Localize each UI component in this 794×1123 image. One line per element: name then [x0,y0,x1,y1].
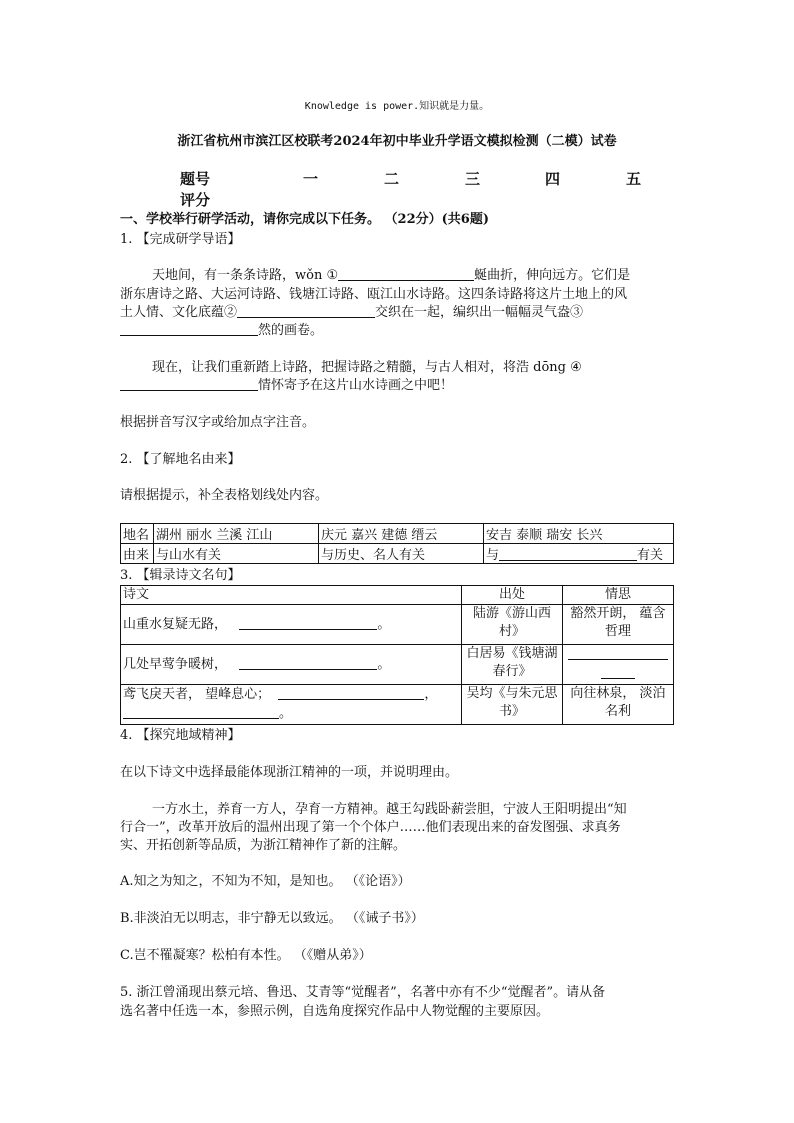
answer-blank-4[interactable] [120,376,258,391]
q3-title: 3. 【辑录诗文名句】 [120,568,241,583]
poem-line: 山重水复疑无路， [123,617,228,632]
cell-text-with: 与 [486,548,500,563]
answer-blank-2[interactable] [237,303,375,318]
q1-para1-line2: 浙东唐诗之路、大运河诗路、钱塘江诗路、瓯江山水诗路。这四条诗路将这片土地上的风 [120,287,628,302]
table-cell [563,645,674,685]
q2-title: 2. 【了解地名由来】 [120,452,241,467]
page-title: 浙江省杭州市滨江区校联考2024年初中毕业升学语文模拟检测（二模）试卷 [177,134,617,149]
table-row [121,605,674,645]
header-note: Knowledge is power.知识就是力量。 [304,101,490,112]
table-row [121,524,674,544]
poem-line: 几处早莺争暖树， [123,657,228,672]
q1-para2-line1: 现在，让我们重新踏上诗路，把握诗路之精髓，与古人相对，将浩 dōng ④ [152,360,582,375]
q5-line2: 选名著中任选一本，参照示例，自选角度探究作品中人物觉醒的主要原因。 [120,1004,550,1019]
table-cell: 向往林泉， 淡泊名利 [563,685,674,725]
place-name-table [120,523,674,564]
table-cell: 湖州 丽水 兰溪 江山 [154,524,319,544]
answer-blank-3[interactable] [120,321,258,336]
q4-para-line3: 实、开拓创新等品质，为浙江精神作了新的注解。 [120,838,407,853]
table-cell: 由来 [121,544,154,564]
answer-blank-7[interactable] [239,655,377,670]
section-heading: 一、学校举行研学活动，请你完成以下任务。 （22分）(共6题) [120,212,489,227]
q4-para-line2: 行合一”，改革开放后的温州出现了第一个个体户……他们表现出来的奋发图强、求真务 [120,820,621,835]
q4-title: 4. 【探究地域精神】 [120,728,241,743]
label-pingfen: 评分 [180,191,211,209]
q1-text-d: 交织在一起，编织出一幅幅灵气盎③ [375,305,584,320]
table-cell: 安吉 泰顺 瑞安 长兴 [484,524,674,544]
score-col-1: 一 [303,170,319,188]
punct: 。 [279,706,293,721]
option-a[interactable]: A.知之为知之，不知为不知，是知也。 （《论语》） [120,874,411,889]
score-col-3: 三 [465,170,481,188]
q1-para2-line2 [120,376,453,395]
table-cell: 鸢飞戾天者， 望峰息心； ， 。 [121,685,462,725]
table-cell: 吴均《与朱元思书》 [462,685,563,725]
table-cell: 地名 [121,524,154,544]
table-row [121,645,674,685]
answer-blank-5[interactable] [499,546,637,561]
q4-para-line1: 一方水土，养育一方人，孕育一方精神。越王勾践卧薪尝胆，宁波人王阳明提出“知 [152,802,627,817]
table-row [121,586,674,605]
cell-text-related: 有关 [637,548,664,563]
table-cell: 豁然开朗， 蕴含哲理 [563,605,674,645]
table-header: 诗文 [121,586,462,605]
q1-text-f: 情怀寄予在这片山水诗画之中吧！ [258,378,454,393]
table-cell: 陆游《游山西村》 [462,605,563,645]
answer-blank-8[interactable] [568,645,668,660]
poem-line: 鸢飞戾天者， 望峰息心； [123,687,271,702]
q1-text-b: 蜒曲折，伸向远方。它们是 [474,268,631,283]
q1-text-e: 然的画卷。 [258,323,324,338]
q1-para1-line4 [120,321,323,340]
table-header: 情思 [563,586,674,605]
q4-instruction: 在以下诗文中选择最能体现浙江精神的一项，并说明理由。 [120,765,459,780]
q1-para1-line1 [152,266,630,285]
table-cell: 与山水有关 [154,544,319,564]
answer-blank-8b[interactable] [601,664,635,679]
table-cell [484,544,674,564]
q5-line1: 5. 浙江曾涌现出蔡元培、鲁迅、艾青等“觉醒者”，名著中亦有不少“觉醒者”。请从备 [120,985,606,1000]
answer-blank-1[interactable] [338,266,474,281]
q1-para1-line3 [120,303,583,322]
label-tihao: 题号 [180,170,211,188]
option-b[interactable]: B.非淡泊无以明志，非宁静无以致远。 （《诫子书》） [120,911,424,926]
table-cell [121,645,462,685]
table-cell: 与历史、名人有关 [319,544,484,564]
score-col-4: 四 [545,170,561,188]
q1-instruction: 根据拼音写汉字或给加点字注音。 [120,415,316,430]
poem-table [120,585,674,725]
punct: 。 [377,657,391,672]
table-cell [121,605,462,645]
q1-title: 1. 【完成研学导语】 [120,232,241,247]
answer-blank-10[interactable] [123,704,279,719]
q2-instruction: 请根据提示，补全表格划线处内容。 [120,488,329,503]
q1-text-a: 天地间，有一条条诗路，wǒn ① [152,268,339,283]
q1-text-c: 土人情、文化底蕴② [120,305,238,320]
table-cell: 白居易《钱塘湖春行》 [462,645,563,685]
score-col-2: 二 [384,170,400,188]
punct: 。 [377,617,391,632]
table-cell: 庆元 嘉兴 建德 缙云 [319,524,484,544]
answer-blank-6[interactable] [239,615,377,630]
table-row [121,544,674,564]
answer-blank-9[interactable] [278,685,424,700]
option-c[interactable]: C.岂不罹凝寒？松柏有本性。 （《赠从弟》） [120,948,372,963]
table-row [121,685,674,725]
score-col-5: 五 [626,170,642,188]
table-header: 出处 [462,586,563,605]
